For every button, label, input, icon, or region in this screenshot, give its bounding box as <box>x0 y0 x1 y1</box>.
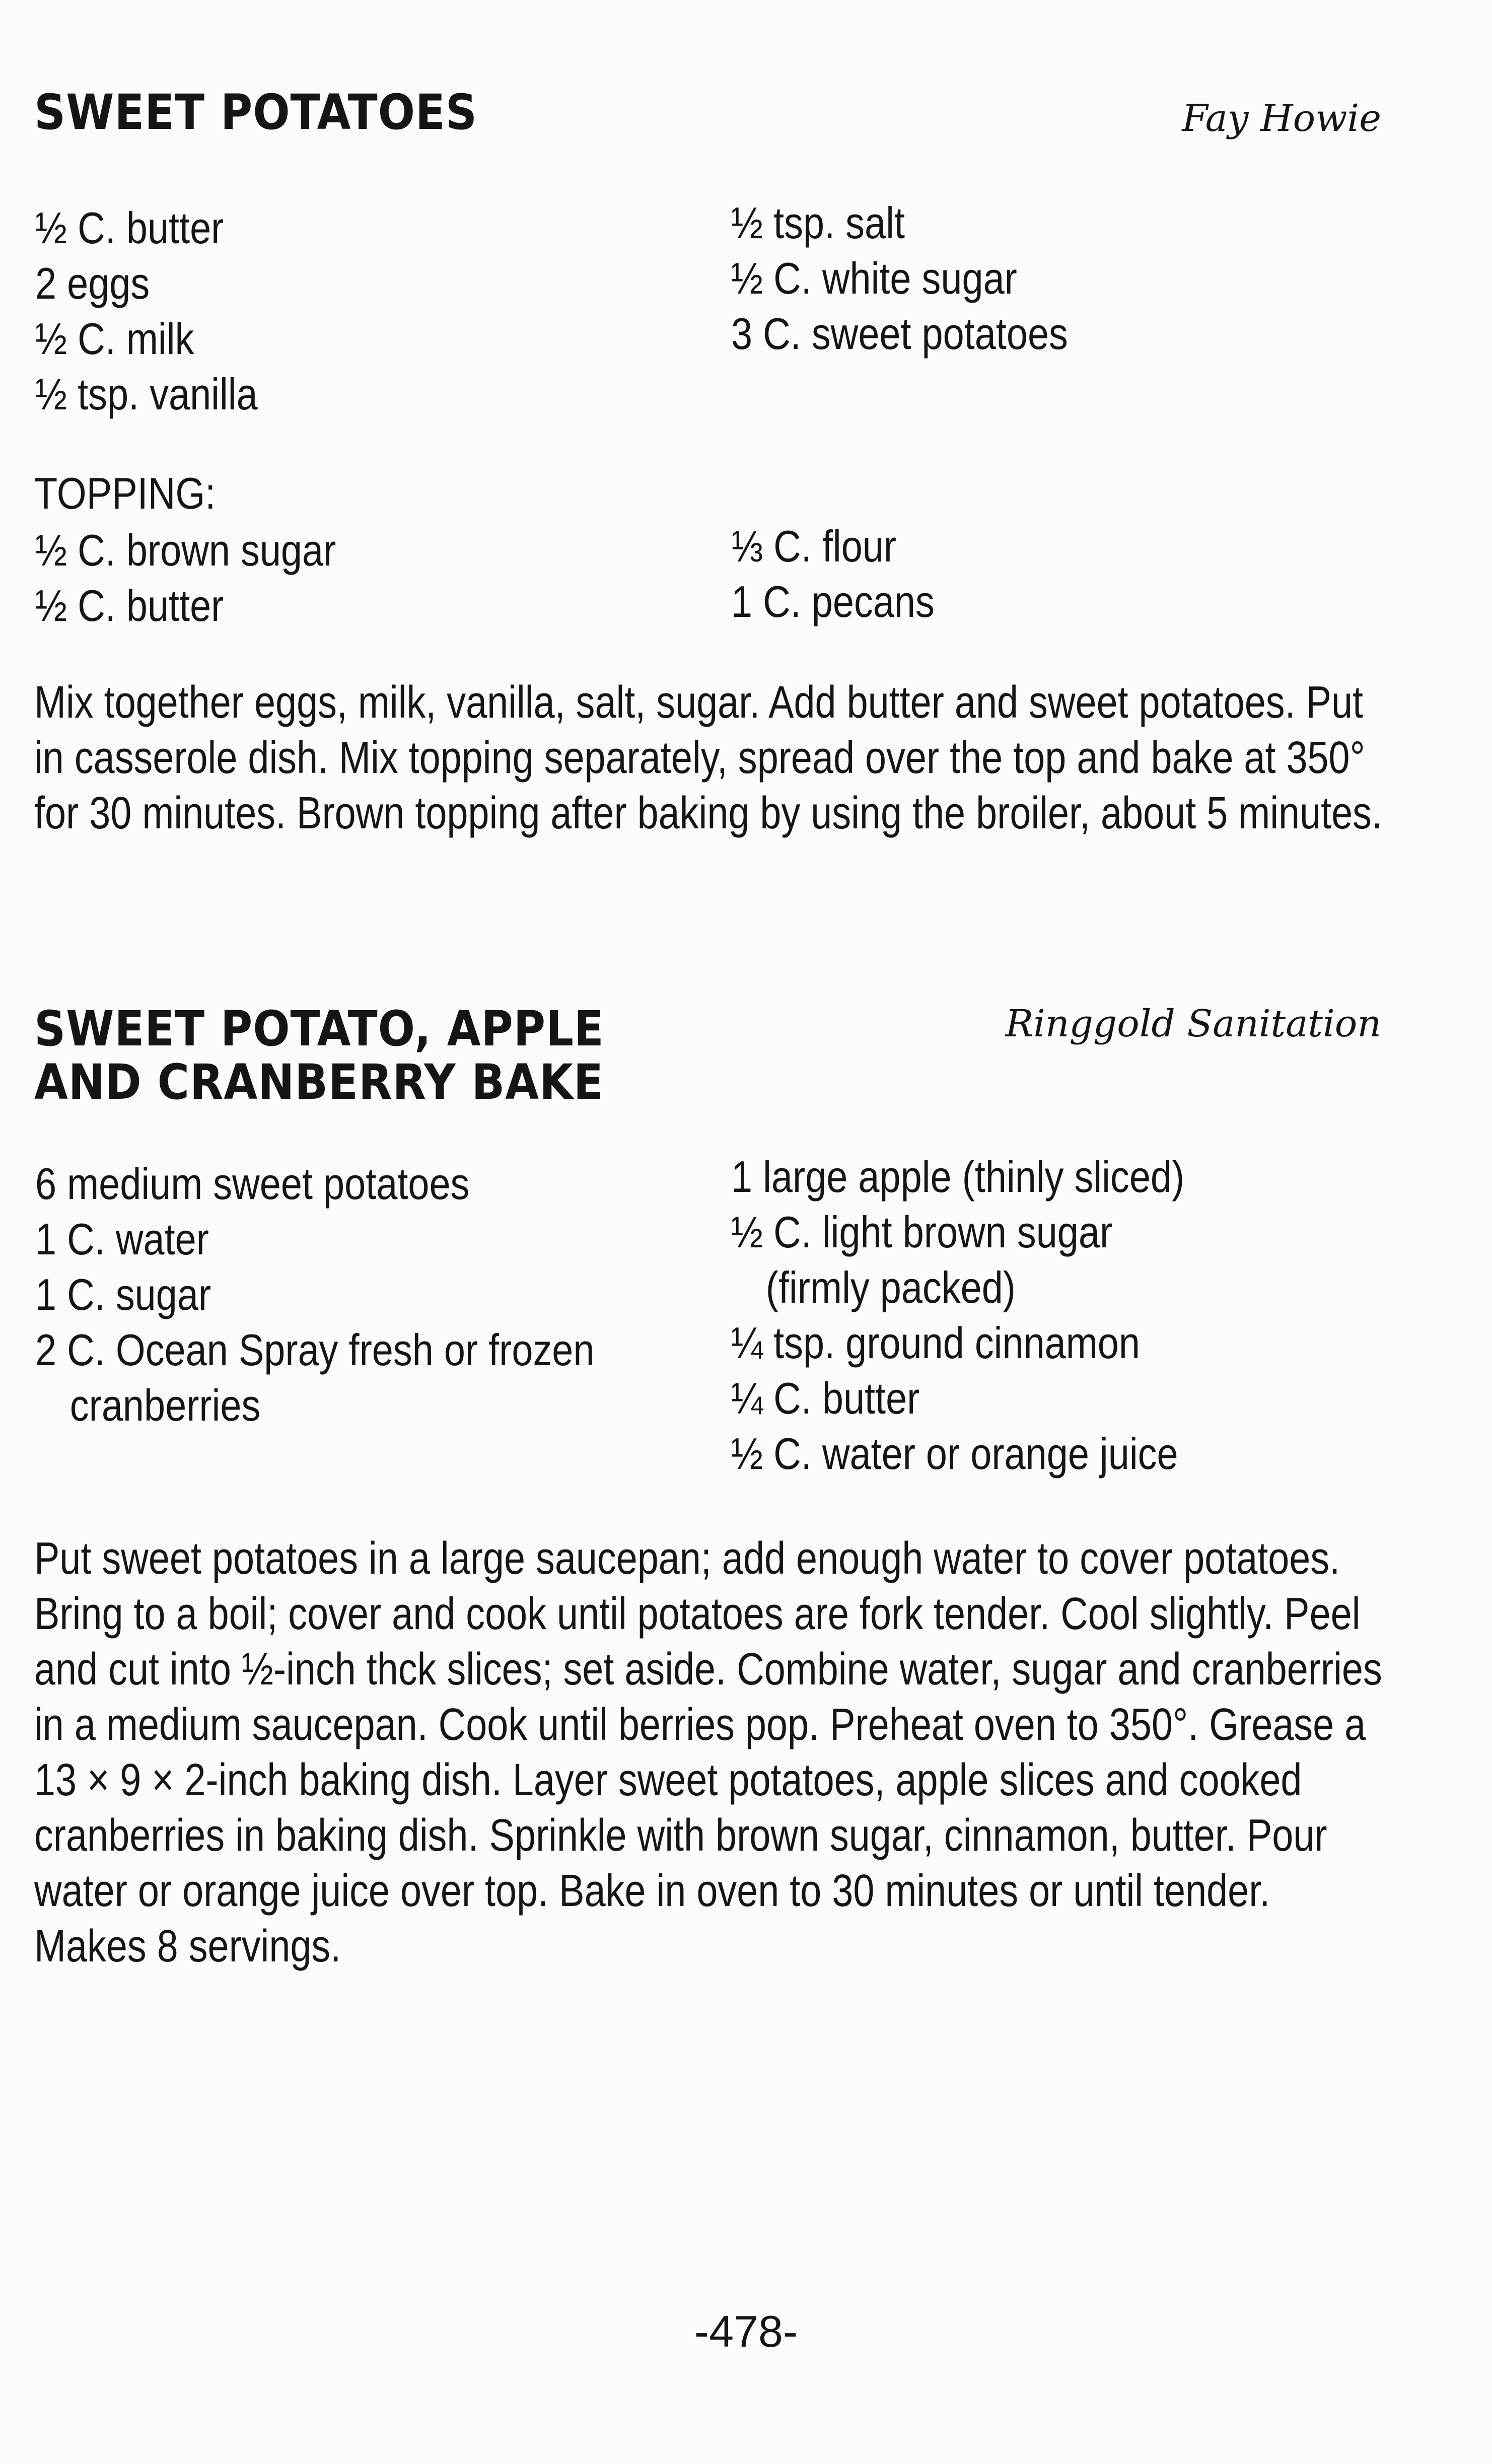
ingredients-left-column <box>35 1156 594 1433</box>
ingredient: ¼ C. butter <box>731 1373 920 1423</box>
ingredient: cranberries <box>69 1380 261 1430</box>
recipe-title-line: SWEET POTATO, APPLE <box>34 1001 604 1057</box>
ingredient: 1 large apple (thinly sliced) <box>731 1152 1185 1202</box>
ingredient: ½ C. white sugar <box>731 253 1017 303</box>
ingredient: ½ C. light brown sugar <box>731 1207 1113 1257</box>
ingredient: 1 C. pecans <box>731 577 935 626</box>
recipe-directions: Mix together eggs, milk, vanilla, salt, sugar. Add butter and sweet potatoes. Put in casserole dish. Mix topping separately, spread over the top and bake at 350° for 30 minutes. Brown topping after baking by using the broiler, about 5 minutes. <box>34 677 1382 838</box>
ingredient: ½ tsp. vanilla <box>35 369 258 419</box>
ingredients-right-column <box>731 195 1068 362</box>
ingredient: 1 C. water <box>35 1214 209 1264</box>
ingredient: 6 medium sweet potatoes <box>35 1159 470 1209</box>
recipe-author: Ringgold Sanitation <box>1005 1002 1381 1045</box>
page-number: -478- <box>694 2306 798 2356</box>
ingredients-left-column <box>35 200 258 422</box>
topping-right-column <box>731 519 935 629</box>
ingredient: ½ tsp. salt <box>731 198 905 248</box>
ingredient: ½ C. milk <box>35 314 194 364</box>
recipe-author: Fay Howie <box>1182 97 1381 140</box>
ingredient: 3 C. sweet potatoes <box>731 309 1068 359</box>
ingredients-right-column <box>731 1149 1184 1482</box>
recipe-title <box>34 86 477 139</box>
ingredient: 2 eggs <box>35 258 150 308</box>
ingredient: ½ C. butter <box>35 581 224 630</box>
ingredient: ½ C. butter <box>35 203 224 253</box>
topping-heading: TOPPING: <box>34 468 216 518</box>
topping-left-column <box>35 523 336 633</box>
ingredient: ⅓ C. flour <box>731 521 897 571</box>
recipe-title-line: AND CRANBERRY BAKE <box>34 1054 604 1110</box>
ingredient: 2 C. Ocean Spray fresh or frozen <box>35 1325 595 1375</box>
ingredient: ¼ tsp. ground cinnamon <box>731 1318 1140 1368</box>
ingredient: ½ C. water or orange juice <box>731 1429 1178 1479</box>
ingredient: (firmly packed) <box>765 1262 1016 1312</box>
recipe-directions: Put sweet potatoes in a large saucepan; add enough water to cover potatoes. Bring to a boil; cover and cook until potatoes are fork tender. Cool slightly. Peel and cut into ½-inch thck slices; set aside. Combine water, sugar and cranberries in a medium saucepan. Cook until berries pop. Preheat oven to 350°. Grease a 13 × 9 × 2-inch baking dish. Layer sweet potatoes, apple slices and cooked cranberries in baking dish. Sprinkle with brown sugar, cinnamon, butter. Pour water or orange juice over top. Bake in oven to 30 minutes or until tender. Makes 8 servings. <box>34 1533 1382 1972</box>
ingredient: 1 C. sugar <box>35 1270 211 1319</box>
recipe-title <box>34 1002 604 1109</box>
recipe-title-line: SWEET POTATOES <box>34 84 477 140</box>
ingredient: ½ C. brown sugar <box>35 525 336 575</box>
